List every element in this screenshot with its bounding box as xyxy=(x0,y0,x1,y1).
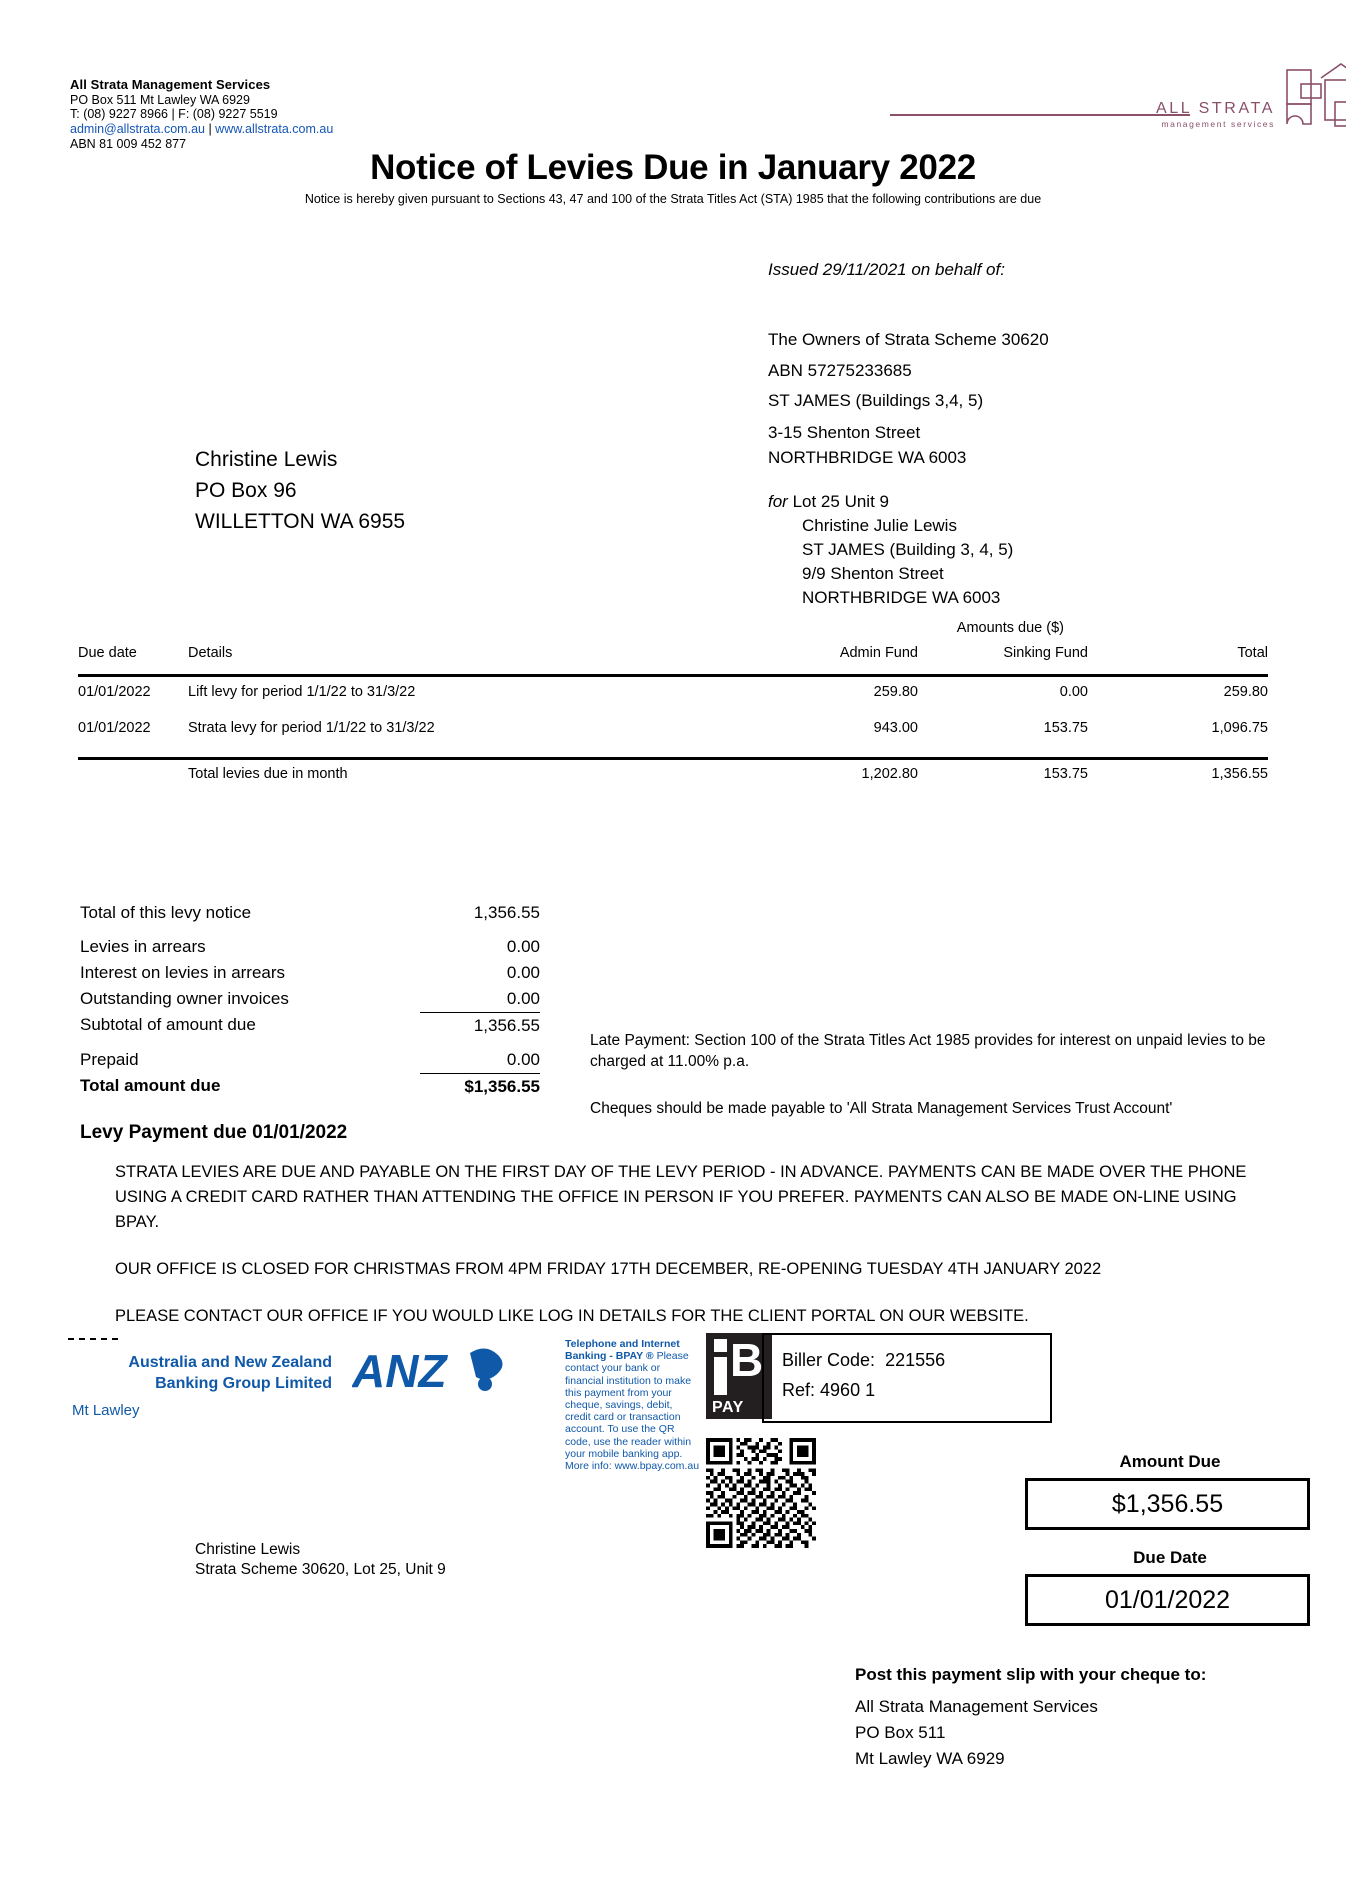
bank-branch: Mt Lawley xyxy=(72,1402,140,1419)
total-row-sinking-fund: 153.75 xyxy=(1043,766,1088,782)
summary-value: 0.00 xyxy=(506,1050,540,1069)
summary-label: Prepaid xyxy=(80,1050,139,1069)
issued-line: Issued 29/11/2021 on behalf of: xyxy=(768,260,1005,279)
table-bottom-rule xyxy=(78,757,1268,760)
row-details: Lift levy for period 1/1/22 to 31/3/22 xyxy=(188,684,416,700)
contact-separator: | xyxy=(204,121,216,136)
lot-street: 9/9 Shenton Street xyxy=(802,564,944,583)
building-outline-icon xyxy=(1285,62,1346,133)
summary-row xyxy=(80,1047,540,1073)
summary-value: 0.00 xyxy=(506,937,540,956)
addressee-block xyxy=(195,444,405,537)
row-admin-fund: 943.00 xyxy=(873,720,918,736)
table-row xyxy=(78,720,1268,736)
qr-code xyxy=(706,1438,816,1548)
total-row-admin-fund: 1,202.80 xyxy=(861,766,918,782)
lot-suburb: NORTHBRIDGE WA 6003 xyxy=(802,588,1001,607)
total-row-total: 1,356.55 xyxy=(1211,766,1268,782)
summary-value: $1,356.55 xyxy=(420,1073,540,1100)
amount-due-label: Amount Due xyxy=(1119,1452,1221,1471)
company-header xyxy=(70,78,333,152)
slip-owner-name: Christine Lewis xyxy=(195,1541,301,1558)
row-due-date: 01/01/2022 xyxy=(78,684,151,700)
ref-value: 4960 1 xyxy=(820,1380,876,1400)
owners-building: ST JAMES (Buildings 3,4, 5) xyxy=(768,391,984,410)
addressee-line2: WILLETTON WA 6955 xyxy=(195,510,406,533)
table-header-row xyxy=(78,645,1268,661)
row-details: Strata levy for period 1/1/22 to 31/3/22 xyxy=(188,720,435,736)
biller-code-box xyxy=(762,1333,1052,1423)
summary-row-total xyxy=(80,1073,540,1100)
bpay-b-letter: B xyxy=(730,1334,764,1386)
for-label: for xyxy=(768,492,788,511)
summary-label: Subtotal of amount due xyxy=(80,1015,256,1034)
bank-name-line2: Banking Group Limited xyxy=(155,1375,332,1392)
summary-label: Total amount due xyxy=(80,1076,221,1095)
amounts-due-label: Amounts due ($) xyxy=(956,620,1064,636)
table-row xyxy=(78,684,1268,700)
logo-line1: ALL STRATA xyxy=(1155,100,1275,117)
company-address: PO Box 511 Mt Lawley WA 6929 xyxy=(70,92,250,107)
summary-spacer xyxy=(80,926,540,934)
company-name: All Strata Management Services xyxy=(70,77,271,92)
scheme-street: 3-15 Shenton Street xyxy=(768,423,921,442)
summary-value: 0.00 xyxy=(506,989,540,1008)
summary-label: Levies in arrears xyxy=(80,937,206,956)
post-slip-heading: Post this payment slip with your cheque to: xyxy=(855,1665,1207,1684)
row-total: 1,096.75 xyxy=(1211,720,1268,736)
lot-unit: Lot 25 Unit 9 xyxy=(792,492,889,511)
biller-code-value: 221556 xyxy=(885,1350,946,1370)
logo-wordmark xyxy=(1090,100,1275,129)
col-head-details: Details xyxy=(188,645,233,661)
summary-value: 1,356.55 xyxy=(420,1012,540,1039)
company-website-link[interactable]: www.allstrata.com.au xyxy=(215,121,334,136)
scheme-address xyxy=(768,420,966,470)
due-date-label: Due Date xyxy=(1133,1548,1207,1567)
summary-label: Outstanding owner invoices xyxy=(80,989,289,1008)
row-total: 259.80 xyxy=(1223,684,1268,700)
amount-due-box: $1,356.55 xyxy=(1025,1478,1310,1530)
bank-name-line1: Australia and New Zealand xyxy=(128,1354,332,1371)
scheme-suburb: NORTHBRIDGE WA 6003 xyxy=(768,448,967,467)
lot-owner-block xyxy=(768,490,1013,610)
amount-summary xyxy=(80,900,540,1100)
notes-block xyxy=(115,1160,1275,1351)
summary-label: Total of this levy notice xyxy=(80,903,252,922)
summary-row xyxy=(80,960,540,986)
bpay-i-dot xyxy=(714,1339,727,1352)
cheques-note: Cheques should be made payable to 'All Strata Management Services Trust Account' xyxy=(590,1100,1173,1117)
table-total-row xyxy=(78,766,1268,782)
col-head-total: Total xyxy=(1237,645,1268,661)
lot-building: ST JAMES (Building 3, 4, 5) xyxy=(802,540,1014,559)
bpay-body: Please contact your bank or financial institution to make this payment from your cheque, savings, debit, credit card or transaction account. To use the QR code, use the reader within your mobile banking app. More info: www.bpay.com.au xyxy=(565,1350,700,1473)
bpay-pay-text: PAY xyxy=(712,1399,744,1416)
page-title: Notice of Levies Due in January 2022 xyxy=(370,148,976,187)
ref-label: Ref: xyxy=(782,1380,816,1400)
bpay-heading: Telephone and Internet Banking - BPAY ® xyxy=(565,1338,680,1363)
post-line1: All Strata Management Services xyxy=(855,1697,1098,1716)
col-head-due-date: Due date xyxy=(78,645,137,661)
col-head-sinking-fund: Sinking Fund xyxy=(1003,645,1088,661)
summary-label: Interest on levies in arrears xyxy=(80,963,286,982)
summary-row-subtotal xyxy=(80,1012,540,1039)
post-line3: Mt Lawley WA 6929 xyxy=(855,1749,1005,1768)
anz-logo xyxy=(352,1343,512,1406)
post-line2: PO Box 511 xyxy=(855,1723,946,1742)
bpay-i-stem xyxy=(714,1357,727,1395)
row-sinking-fund: 153.75 xyxy=(1043,720,1088,736)
note-paragraph: STRATA LEVIES ARE DUE AND PAYABLE ON THE FIRST DAY OF THE LEVY PERIOD - IN ADVANCE. PAYMENTS CAN BE MADE OVER THE PHONE USING A CREDIT CARD RATHER THAN ATTENDING THE OFFICE IN PERSON IF YOU PREFER. PAYMENTS CAN ALSO BE MADE ON-LINE USING BPAY. xyxy=(115,1163,1247,1231)
company-abn: ABN 81 009 452 877 xyxy=(70,137,187,151)
levy-due-heading: Levy Payment due 01/01/2022 xyxy=(80,1122,348,1143)
ref-line xyxy=(782,1375,1050,1405)
slip-owner-detail: Strata Scheme 30620, Lot 25, Unit 9 xyxy=(195,1561,446,1578)
summary-row xyxy=(80,934,540,960)
addressee-line1: PO Box 96 xyxy=(195,479,297,502)
note-paragraph: PLEASE CONTACT OUR OFFICE IF YOU WOULD LIKE LOG IN DETAILS FOR THE CLIENT PORTAL ON OUR WEBSITE. xyxy=(115,1307,1029,1325)
bank-name xyxy=(72,1352,332,1394)
lot-owner-name: Christine Julie Lewis xyxy=(802,516,957,535)
logo-line2: management services xyxy=(1161,119,1275,129)
row-admin-fund: 259.80 xyxy=(873,684,918,700)
row-sinking-fund: 0.00 xyxy=(1059,684,1088,700)
summary-row xyxy=(80,986,540,1012)
summary-row xyxy=(80,900,540,926)
company-phone: T: (08) 9227 8966 | F: (08) 9227 5519 xyxy=(70,107,278,121)
table-top-rule xyxy=(78,674,1268,677)
due-date-box: 01/01/2022 xyxy=(1025,1574,1310,1626)
amounts-due-heading xyxy=(78,620,1268,636)
all-strata-logo xyxy=(890,70,1280,132)
company-email-link[interactable]: admin@allstrata.com.au xyxy=(70,121,205,136)
addressee-name: Christine Lewis xyxy=(195,448,338,471)
summary-value: 0.00 xyxy=(506,963,540,982)
note-paragraph: OUR OFFICE IS CLOSED FOR CHRISTMAS FROM 4PM FRIDAY 17TH DECEMBER, RE-OPENING TUESDAY 4TH JANUARY 2022 xyxy=(115,1260,1102,1278)
svg-text:ANZ: ANZ xyxy=(352,1345,447,1397)
late-payment-note: Late Payment: Section 100 of the Strata Titles Act 1985 provides for interest on unpaid levies to be charged at 11.00% p.a. xyxy=(590,1032,1266,1070)
total-row-label: Total levies due in month xyxy=(188,766,348,782)
post-slip-address xyxy=(855,1694,1098,1772)
slip-owner-block xyxy=(195,1540,446,1580)
biller-code-label: Biller Code: xyxy=(782,1350,876,1370)
company-contact-line xyxy=(70,122,333,137)
col-head-admin-fund: Admin Fund xyxy=(839,645,918,661)
owners-scheme: The Owners of Strata Scheme 30620 xyxy=(768,330,1049,349)
owners-abn: ABN 57275233685 xyxy=(768,360,912,380)
summary-spacer xyxy=(80,1039,540,1047)
biller-code-line xyxy=(782,1345,1050,1375)
summary-value: 1,356.55 xyxy=(473,903,540,922)
bpay-instructions xyxy=(565,1338,700,1472)
lot-line xyxy=(768,490,1013,514)
row-due-date: 01/01/2022 xyxy=(78,720,151,736)
tear-off-divider xyxy=(68,1338,118,1340)
page-subtitle: Notice is hereby given pursuant to Sections 43, 47 and 100 of the Strata Titles Act (STA) 1985 that the following contributions are due xyxy=(304,192,1042,206)
owners-block xyxy=(768,325,1049,417)
